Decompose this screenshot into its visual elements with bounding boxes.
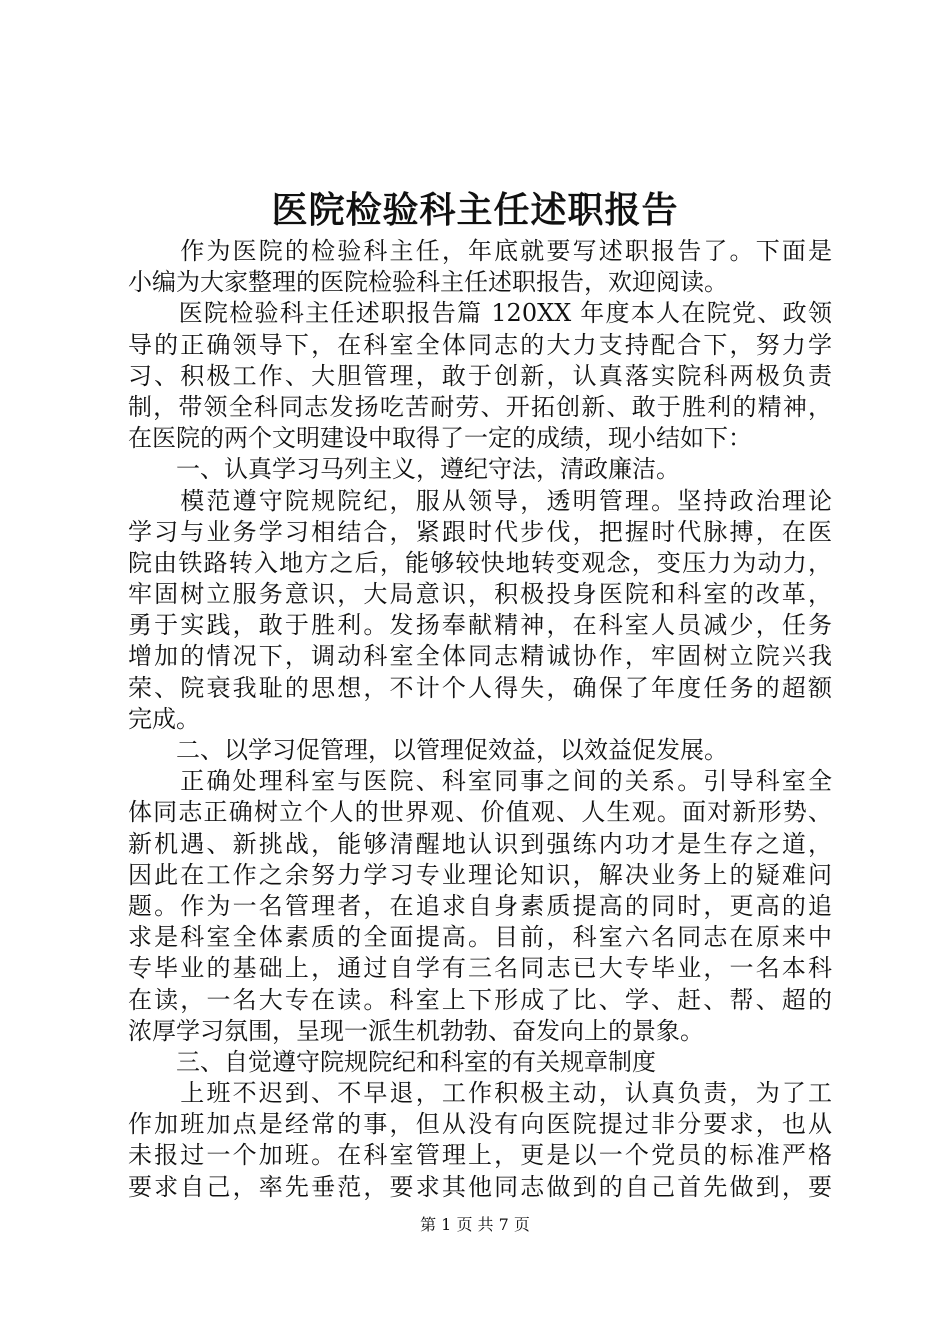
text-line: 学习与业务学习相结合，紧跟时代步伐，把握时代脉搏，在医 [128,517,832,546]
text-line: 上班不迟到、不早退，工作积极主动，认真负责，为了工 [128,1079,832,1108]
text-line: 新机遇、新挑战，能够清醒地认识到强练内功才是生存之道， [128,829,832,858]
text-line: 制，带领全科同志发扬吃苦耐劳、开拓创新、敢于胜利的精神， [128,392,832,421]
text-line: 荣、院衰我耻的思想，不计个人得失，确保了年度任务的超额 [128,673,832,702]
text-line: 模范遵守院规院纪，服从领导，透明管理。坚持政治理论 [128,486,832,515]
text-line: 作加班加点是经常的事，但从没有向医院提过非分要求，也从 [128,1110,832,1139]
document-body [128,236,832,1203]
text-line: 未报过一个加班。在科室管理上，更是以一个党员的标准严格 [128,1141,832,1170]
text-line: 在医院的两个文明建设中取得了一定的成绩，现小结如下： [128,424,752,453]
text-line: 导的正确领导下，在科室全体同志的大力支持配合下，努力学 [128,330,832,359]
text-line: 增加的情况下，调动科室全体同志精诚协作，牢固树立院兴我 [128,642,832,671]
text-line: 因此在工作之余努力学习专业理论知识，解决业务上的疑难问 [128,860,832,889]
section-heading: 一、认真学习马列主义，遵纪守法，清政廉洁。 [128,455,680,484]
text-line: 医院检验科主任述职报告篇 120XX 年度本人在院党、政领 [128,299,832,328]
text-line: 牢固树立服务意识，大局意识，积极投身医院和科室的改革， [128,580,832,609]
text-line: 浓厚学习氛围，呈现一派生机勃勃、奋发向上的景象。 [128,1016,704,1045]
text-line: 题。作为一名管理者，在追求自身素质提高的同时，更高的追 [128,891,832,920]
text-line: 要求自己，率先垂范，要求其他同志做到的自己首先做到，要 [128,1172,832,1201]
text-line: 完成。 [128,704,200,733]
section-heading: 三、自觉遵守院规院纪和科室的有关规章制度 [128,1047,656,1076]
page-footer: 第 1 页 共 7 页 [420,1215,530,1234]
text-line: 习、积极工作、大胆管理，敢于创新，认真落实院科两极负责 [128,361,832,390]
text-line: 正确处理科室与医院、科室同事之间的关系。引导科室全 [128,767,832,796]
text-line: 专毕业的基础上，通过自学有三名同志已大专毕业，一名本科 [128,954,832,983]
text-line: 求是科室全体素质的全面提高。目前，科室六名同志在原来中 [128,923,832,952]
text-line: 小编为大家整理的医院检验科主任述职报告，欢迎阅读。 [128,268,728,297]
text-line: 在读，一名大专在读。科室上下形成了比、学、赶、帮、超的 [128,985,832,1014]
section-heading: 二、以学习促管理，以管理促效益，以效益促发展。 [128,736,728,764]
text-line: 勇于实践，敢于胜利。发扬奉献精神，在科室人员减少，任务 [128,611,832,640]
text-line: 作为医院的检验科主任，年底就要写述职报告了。下面是 [128,237,832,265]
text-line: 院由铁路转入地方之后，能够较快地转变观念，变压力为动力， [128,548,832,577]
text-line: 体同志正确树立个人的世界观、价值观、人生观。面对新形势、 [128,798,832,827]
document-title: 医院检验科主任述职报告 [271,189,679,231]
